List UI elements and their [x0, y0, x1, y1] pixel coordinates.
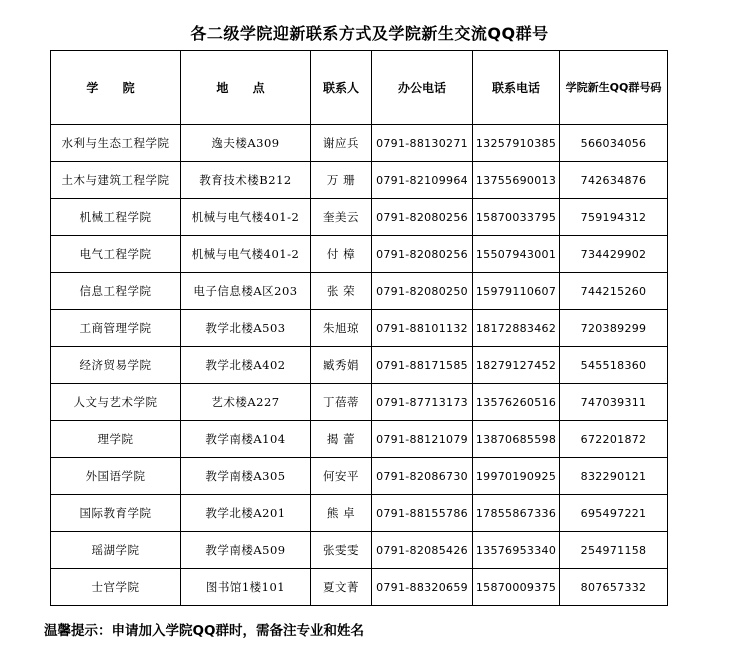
- table-row: [51, 199, 668, 236]
- cell-college: 电气工程学院: [51, 236, 181, 273]
- cell-qq-group: 695497221: [560, 495, 668, 532]
- table-row: [51, 569, 668, 606]
- cell-qq-group: 744215260: [560, 273, 668, 310]
- cell-contact-phone: 17855867336: [473, 495, 560, 532]
- header-office-phone: 办公电话: [372, 51, 473, 125]
- cell-contact-phone: 15507943001: [473, 236, 560, 273]
- cell-location: 电子信息楼A区203: [181, 273, 311, 310]
- cell-contact: 付 樟: [311, 236, 372, 273]
- cell-office-phone: 0791-82080250: [372, 273, 473, 310]
- cell-qq-group: 545518360: [560, 347, 668, 384]
- cell-college: 人文与艺术学院: [51, 384, 181, 421]
- cell-college: 信息工程学院: [51, 273, 181, 310]
- cell-contact-phone: 18279127452: [473, 347, 560, 384]
- cell-contact: 臧秀娟: [311, 347, 372, 384]
- cell-contact-phone: 18172883462: [473, 310, 560, 347]
- cell-office-phone: 0791-88320659: [372, 569, 473, 606]
- cell-contact: 何安平: [311, 458, 372, 495]
- cell-college: 工商管理学院: [51, 310, 181, 347]
- cell-college: 国际教育学院: [51, 495, 181, 532]
- cell-office-phone: 0791-82085426: [372, 532, 473, 569]
- cell-contact: 万 珊: [311, 162, 372, 199]
- table-body: [51, 125, 668, 606]
- table-row: [51, 273, 668, 310]
- table-row: [51, 458, 668, 495]
- table-row: [51, 125, 668, 162]
- cell-location: 机械与电气楼401-2: [181, 199, 311, 236]
- cell-contact-phone: 15870009375: [473, 569, 560, 606]
- table-row: [51, 495, 668, 532]
- cell-location: 教学北楼A402: [181, 347, 311, 384]
- cell-contact-phone: 13870685598: [473, 421, 560, 458]
- header-contact-phone: 联系电话: [473, 51, 560, 125]
- contact-table: [50, 50, 668, 606]
- cell-contact-phone: 15870033795: [473, 199, 560, 236]
- cell-location: 机械与电气楼401-2: [181, 236, 311, 273]
- document-title: 各二级学院迎新联系方式及学院新生交流QQ群号: [190, 24, 549, 43]
- cell-contact-phone: 13257910385: [473, 125, 560, 162]
- cell-contact: 谢应兵: [311, 125, 372, 162]
- cell-college: 水利与生态工程学院: [51, 125, 181, 162]
- table-row: [51, 310, 668, 347]
- cell-qq-group: 566034056: [560, 125, 668, 162]
- cell-college: 理学院: [51, 421, 181, 458]
- table-row: [51, 236, 668, 273]
- cell-qq-group: 759194312: [560, 199, 668, 236]
- cell-location: 教育技术楼B212: [181, 162, 311, 199]
- cell-qq-group: 720389299: [560, 310, 668, 347]
- cell-location: 教学南楼A305: [181, 458, 311, 495]
- cell-college: 土木与建筑工程学院: [51, 162, 181, 199]
- cell-office-phone: 0791-82080256: [372, 236, 473, 273]
- cell-qq-group: 742634876: [560, 162, 668, 199]
- cell-college: 瑶湖学院: [51, 532, 181, 569]
- cell-office-phone: 0791-82086730: [372, 458, 473, 495]
- cell-office-phone: 0791-82109964: [372, 162, 473, 199]
- header-qq-group: 学院新生QQ群号码: [560, 51, 668, 125]
- cell-location: 艺术楼A227: [181, 384, 311, 421]
- cell-office-phone: 0791-87713173: [372, 384, 473, 421]
- cell-location: 教学南楼A509: [181, 532, 311, 569]
- cell-qq-group: 807657332: [560, 569, 668, 606]
- cell-office-phone: 0791-88171585: [372, 347, 473, 384]
- cell-qq-group: 747039311: [560, 384, 668, 421]
- header-college: 学 院: [51, 51, 181, 125]
- cell-college: 机械工程学院: [51, 199, 181, 236]
- cell-contact: 奎美云: [311, 199, 372, 236]
- cell-contact-phone: 15979110607: [473, 273, 560, 310]
- footer-note: 温馨提示：申请加入学院QQ群时，需备注专业和姓名: [44, 623, 364, 639]
- table-row: [51, 384, 668, 421]
- cell-contact: 朱旭琼: [311, 310, 372, 347]
- table-row: [51, 421, 668, 458]
- cell-college: 外国语学院: [51, 458, 181, 495]
- cell-office-phone: 0791-82080256: [372, 199, 473, 236]
- cell-contact: 揭 蕾: [311, 421, 372, 458]
- cell-college: 士官学院: [51, 569, 181, 606]
- table-header-row: [51, 51, 668, 125]
- cell-contact: 熊 卓: [311, 495, 372, 532]
- cell-contact-phone: 13576260516: [473, 384, 560, 421]
- cell-location: 教学北楼A503: [181, 310, 311, 347]
- cell-qq-group: 832290121: [560, 458, 668, 495]
- cell-office-phone: 0791-88121079: [372, 421, 473, 458]
- cell-contact-phone: 19970190925: [473, 458, 560, 495]
- cell-office-phone: 0791-88130271: [372, 125, 473, 162]
- cell-contact: 张雯雯: [311, 532, 372, 569]
- cell-contact: 夏文菁: [311, 569, 372, 606]
- cell-office-phone: 0791-88155786: [372, 495, 473, 532]
- cell-qq-group: 734429902: [560, 236, 668, 273]
- cell-location: 教学南楼A104: [181, 421, 311, 458]
- cell-location: 教学北楼A201: [181, 495, 311, 532]
- cell-contact: 张 荣: [311, 273, 372, 310]
- table-row: [51, 162, 668, 199]
- table-row: [51, 532, 668, 569]
- cell-location: 逸夫楼A309: [181, 125, 311, 162]
- cell-qq-group: 254971158: [560, 532, 668, 569]
- header-contact: 联系人: [311, 51, 372, 125]
- header-location: 地 点: [181, 51, 311, 125]
- cell-college: 经济贸易学院: [51, 347, 181, 384]
- cell-contact: 丁蓓蒂: [311, 384, 372, 421]
- cell-qq-group: 672201872: [560, 421, 668, 458]
- cell-location: 图书馆1楼101: [181, 569, 311, 606]
- cell-office-phone: 0791-88101132: [372, 310, 473, 347]
- cell-contact-phone: 13755690013: [473, 162, 560, 199]
- table-row: [51, 347, 668, 384]
- cell-contact-phone: 13576953340: [473, 532, 560, 569]
